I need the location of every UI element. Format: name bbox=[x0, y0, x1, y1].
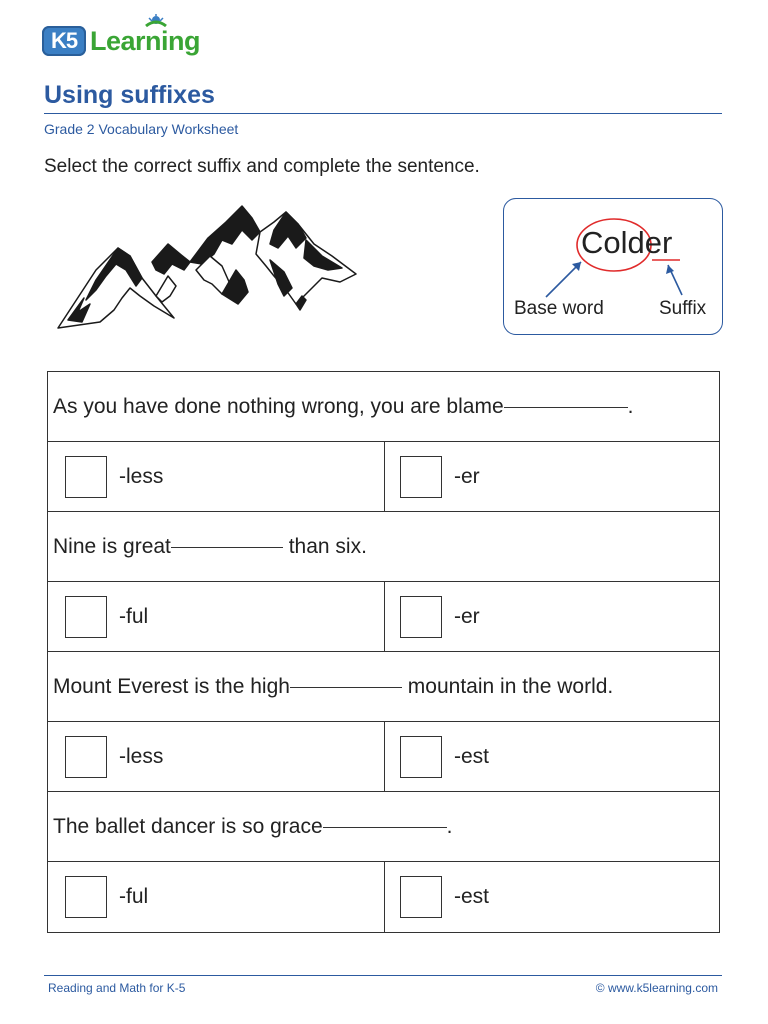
question-4-blank bbox=[323, 827, 447, 828]
header-divider bbox=[44, 113, 722, 114]
option-item[interactable] bbox=[384, 722, 719, 791]
logo-wordmark: Learning bbox=[90, 26, 201, 56]
question-1-text: As you have done nothing wrong, you are blame bbox=[53, 394, 504, 418]
option-item[interactable] bbox=[384, 862, 719, 932]
option-label: -ful bbox=[119, 885, 149, 908]
option-label: -less bbox=[119, 464, 164, 488]
suffix-reference-box bbox=[503, 198, 723, 335]
option-item[interactable] bbox=[48, 862, 384, 932]
option-checkbox[interactable] bbox=[65, 736, 107, 778]
question-2-text: Nine is great bbox=[53, 534, 171, 558]
question-4-options bbox=[48, 862, 719, 932]
question-1-blank bbox=[504, 407, 628, 408]
question-3-options bbox=[48, 722, 719, 792]
k5-logo bbox=[40, 14, 210, 60]
question-4-text: The ballet dancer is so grace bbox=[53, 814, 323, 838]
page-subtitle: Grade 2 Vocabulary Worksheet bbox=[44, 121, 239, 137]
logo-figure-icon bbox=[144, 14, 168, 36]
questions-grid bbox=[47, 371, 720, 933]
question-3-text: Mount Everest is the high bbox=[53, 674, 290, 698]
footer-tagline: Reading and Math for K-5 bbox=[48, 981, 186, 995]
question-4 bbox=[48, 792, 719, 862]
question-4-end: . bbox=[446, 814, 453, 838]
question-3 bbox=[48, 652, 719, 722]
suffix-label: Suffix bbox=[659, 298, 707, 319]
option-checkbox[interactable] bbox=[400, 736, 442, 778]
question-2-options bbox=[48, 582, 719, 652]
question-1 bbox=[48, 372, 719, 442]
option-checkbox[interactable] bbox=[400, 456, 442, 498]
question-2-end: than six. bbox=[282, 534, 367, 558]
option-checkbox[interactable] bbox=[65, 876, 107, 918]
option-label: -est bbox=[454, 885, 490, 908]
option-label: -er bbox=[454, 464, 480, 488]
question-2 bbox=[48, 512, 719, 582]
page-title: Using suffixes bbox=[44, 81, 215, 109]
option-label: -est bbox=[454, 744, 490, 768]
example-word: Colder bbox=[581, 225, 673, 260]
option-item[interactable] bbox=[48, 442, 384, 511]
option-item[interactable] bbox=[384, 442, 719, 511]
question-1-options bbox=[48, 442, 719, 512]
question-2-blank bbox=[171, 547, 283, 548]
option-label: -less bbox=[119, 744, 164, 768]
footer-divider bbox=[44, 975, 722, 976]
option-item[interactable] bbox=[48, 722, 384, 791]
question-3-end: mountain in the world. bbox=[401, 674, 614, 698]
question-3-blank bbox=[290, 687, 402, 688]
footer-website-link[interactable]: © www.k5learning.com bbox=[595, 981, 718, 995]
option-checkbox[interactable] bbox=[400, 596, 442, 638]
option-checkbox[interactable] bbox=[65, 456, 107, 498]
base-word-label: Base word bbox=[514, 298, 604, 319]
option-label: -ful bbox=[119, 604, 149, 628]
question-1-end: . bbox=[627, 394, 634, 418]
logo-badge: K5 bbox=[42, 26, 86, 56]
option-item[interactable] bbox=[384, 582, 719, 651]
option-checkbox[interactable] bbox=[400, 876, 442, 918]
option-label: -er bbox=[454, 604, 480, 628]
mountains-illustration bbox=[56, 200, 362, 340]
option-checkbox[interactable] bbox=[65, 596, 107, 638]
instruction-text: Select the correct suffix and complete the sentence. bbox=[44, 156, 480, 177]
option-item[interactable] bbox=[48, 582, 384, 651]
